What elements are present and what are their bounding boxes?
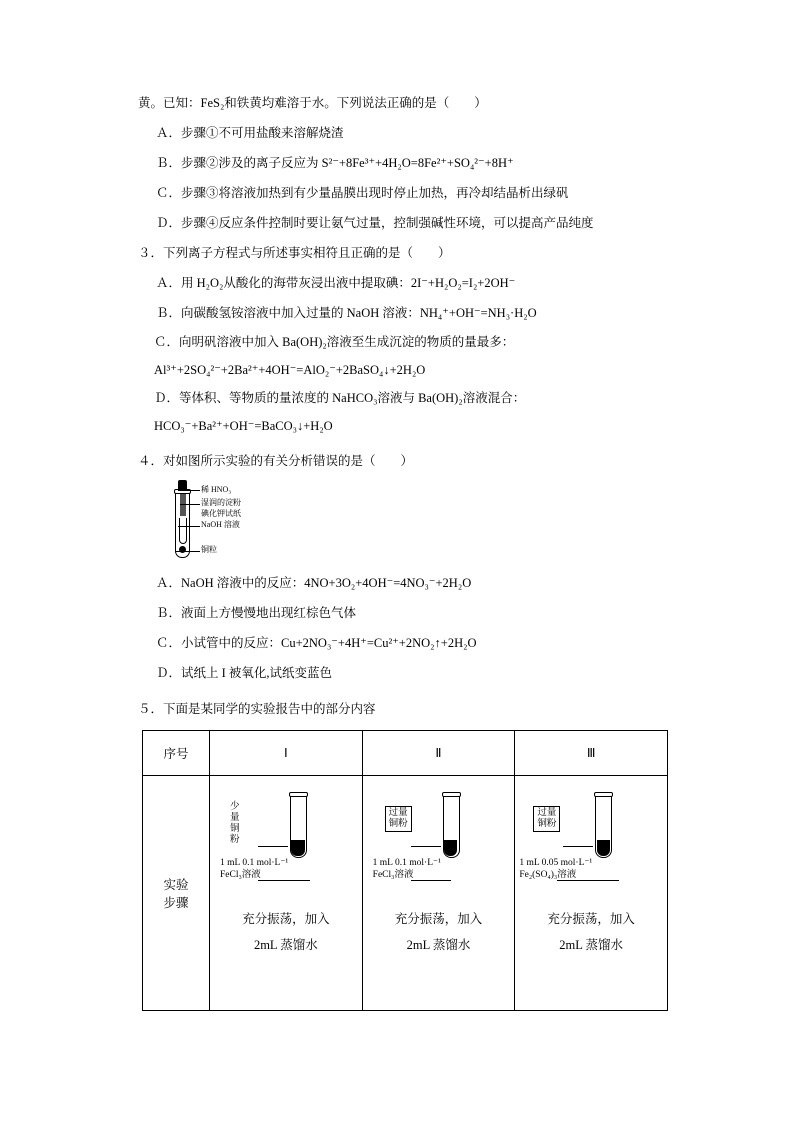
cell-i-solution-label: 1 mL 0.1 mol·L⁻¹ FeCl₃溶液	[220, 858, 289, 880]
q4-option-d: Ｄ．试纸上 I 被氧化,试纸变蓝色	[156, 666, 333, 680]
q3-option-b: Ｂ．向碳酸氢铵溶液中加入过量的 NaOH 溶液：NH₄⁺+OH⁻=NH₃·H₂O	[156, 306, 537, 320]
table-row-label	[143, 776, 210, 1011]
q3-option-c: Ｃ．向明矾溶液中加入 Ba(OH)₂溶液至生成沉淀的物质的量最多：Al³⁺+2SO₄²⁻+2Ba²⁺+4OH⁻=AlO₂⁻+2BaSO₄↓+2H₂O	[154, 335, 515, 377]
copper-powder-icon	[597, 840, 611, 856]
cell-ii-text-line2: 2mL 蒸馏水	[406, 938, 471, 952]
table-header-ii: Ⅱ	[362, 731, 515, 776]
q2-option-d: Ｄ．步骤④反应条件控制时要让氨气过量，控制强碱性环境，可以提高产品纯度	[156, 216, 594, 230]
q4-option-a: Ａ．NaOH 溶液中的反应：4NO+3O₂+4OH⁻=4NO₃⁻+2H₂O	[156, 576, 472, 590]
cell-i-powder-label: 少 量 铜 粉	[230, 802, 240, 845]
inner-tube-icon	[179, 518, 187, 544]
experiment-figure-ii	[365, 788, 525, 880]
table-cell-i	[210, 776, 363, 1011]
page-content	[138, 88, 668, 1011]
table-cell-ii	[362, 776, 515, 1011]
copper-powder-icon	[291, 840, 305, 856]
cell-iii-text-line1: 充分振荡，加入	[547, 912, 635, 926]
cell-iii-powder-label: 过量 铜粉	[533, 806, 560, 832]
test-tube-icon	[290, 792, 307, 858]
test-tube-icon	[443, 792, 460, 858]
q4-label-naoh: NaOH 溶液	[201, 520, 240, 529]
test-tube-icon	[595, 792, 612, 858]
q2-option-b: Ｂ．步骤②涉及的离子反应为 S²⁻+8Fe³⁺+4H₂O=8Fe²⁺+SO₄²⁻+8H⁺	[156, 156, 514, 170]
q3-option-a: Ａ．用 H₂O₂从酸化的海带灰浸出液中提取碘：2I⁻+H₂O₂=I₂+2OH⁻	[156, 276, 516, 290]
q4-figure	[154, 478, 404, 564]
q2-option-a: Ａ．步骤①不可用盐酸来溶解烧渣	[156, 126, 344, 140]
q4-label-hno3: 稀 HNO₃	[201, 485, 232, 494]
table-header-seq: 序号	[143, 731, 210, 776]
experiment-report-table	[142, 730, 668, 1011]
q3-option-d: Ｄ．等体积、等物质的量浓度的 NaHCO₃溶液与 Ba(OH)₂溶液混合：HCO₃⁻+Ba²⁺+OH⁻=BaCO₃↓+H₂O	[154, 391, 526, 433]
table-header-row	[143, 731, 668, 776]
q5-stem: ５．下面是某同学的实验报告中的部分内容	[138, 702, 376, 716]
table-cell-iii	[515, 776, 668, 1011]
cell-iii-solution-label: 1 mL 0.05 mol·L⁻¹ Fe₂(SO₄)₃溶液	[519, 858, 593, 880]
q4-option-c: Ｃ．小试管中的反应：Cu+2NO₃⁻+4H⁺=Cu²⁺+2NO₂↑+2H₂O	[156, 636, 477, 650]
experiment-figure-iii	[517, 788, 677, 880]
table-row-label-line1: 实验	[163, 878, 189, 892]
q4-label-starch: 湿润的淀粉	[201, 498, 241, 507]
q4-option-b: Ｂ．液面上方慢慢地出现红棕色气体	[156, 606, 357, 620]
q2-option-c: Ｃ．步骤③将溶液加热到有少量晶膜出现时停止加热，再冷却结晶析出绿矾	[156, 186, 569, 200]
q2-stem-tail: 黄。已知：FeS₂和铁黄均难溶于水。下列说法正确的是（ ）	[138, 96, 487, 110]
table-row	[143, 776, 668, 1011]
experiment-figure-i	[212, 788, 372, 880]
cell-iii-text-line2: 2mL 蒸馏水	[559, 938, 624, 952]
cell-ii-powder-label: 过量 铜粉	[385, 806, 412, 832]
copper-powder-icon	[444, 840, 458, 856]
q4-label-copper: 铜粒	[201, 545, 217, 554]
q4-label-ki-paper: 碘化钾试纸	[201, 509, 241, 518]
q3-stem: ３．下列离子方程式与所述事实相符且正确的是（ ）	[138, 246, 451, 260]
cell-ii-text-line1: 充分振荡，加入	[394, 912, 483, 926]
cell-ii-solution-label: 1 mL 0.1 mol·L⁻¹ FeCl₃溶液	[372, 858, 441, 880]
table-row-label-line2: 步骤	[163, 896, 189, 910]
q4-stem: ４．对如图所示实验的有关分析错误的是（ ）	[138, 454, 414, 468]
cell-i-text-line2: 2mL 蒸馏水	[253, 938, 318, 952]
table-header-i: Ⅰ	[210, 731, 363, 776]
starch-ki-paper-icon	[180, 494, 186, 516]
cell-i-text-line1: 充分振荡，加入	[242, 912, 330, 926]
table-header-iii: Ⅲ	[515, 731, 668, 776]
